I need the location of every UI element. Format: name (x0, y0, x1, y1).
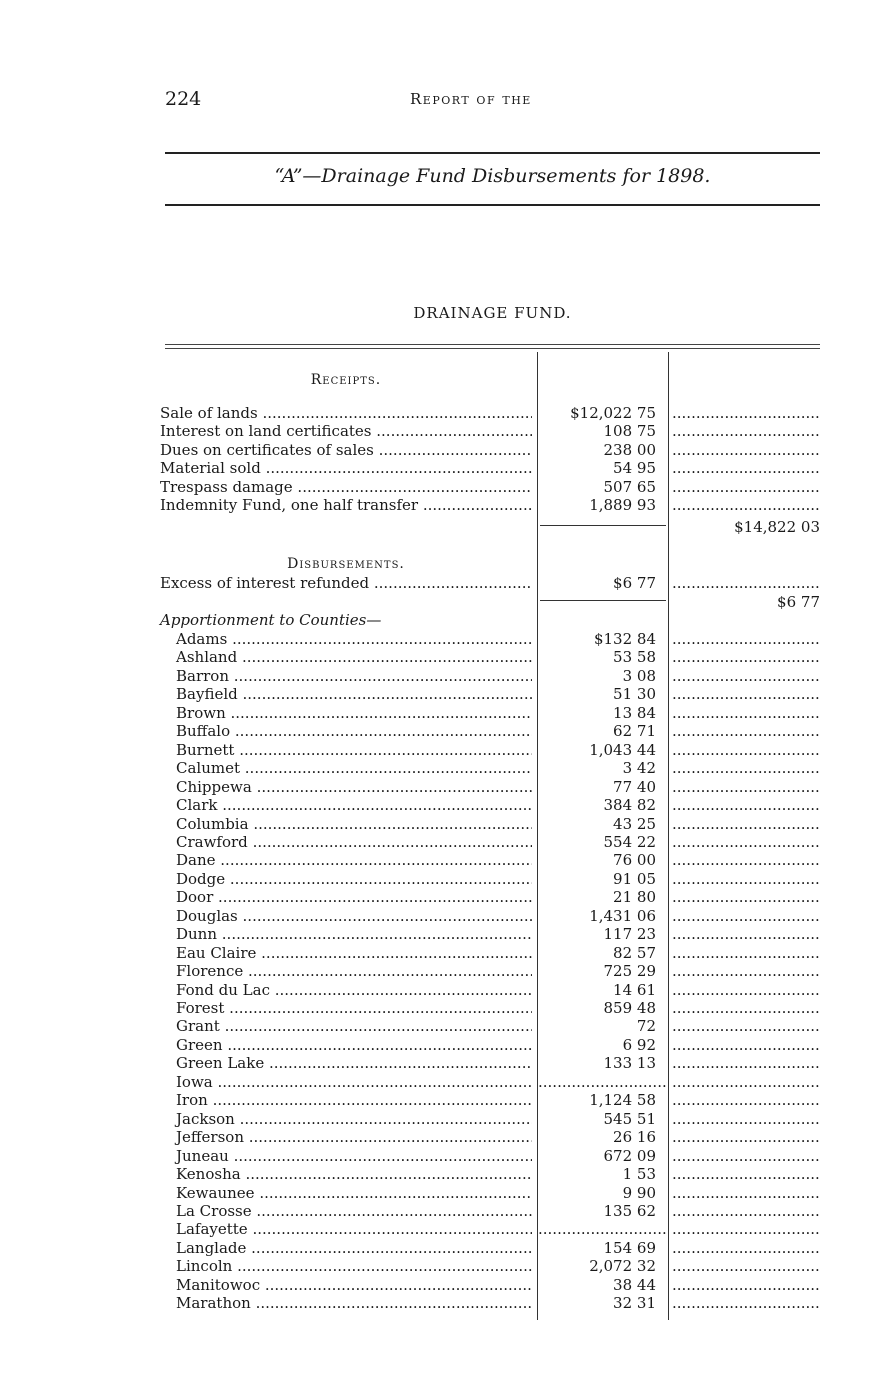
table-row (160, 962, 820, 980)
table-row (160, 630, 820, 648)
total-leader-dots (672, 944, 820, 962)
row-amount: 77 40 (613, 777, 656, 796)
total-leader-dots (672, 962, 820, 980)
table-row (160, 907, 820, 925)
row-label: Lafayette ..... (160, 1220, 532, 1238)
total-leader-dots (672, 667, 820, 685)
disbursements-total-row (160, 593, 820, 611)
table-row (160, 574, 820, 592)
total-leader-dots (672, 685, 820, 703)
table-row (160, 851, 820, 869)
total-leader-dots (672, 1091, 820, 1109)
total-leader-dots (672, 796, 820, 814)
row-label: Crawford ..... (160, 833, 532, 851)
row-label: Door ..... (160, 888, 532, 906)
table-row (160, 459, 820, 477)
row-label: Green ..... (160, 1036, 532, 1054)
row-label: Sale of lands ..... (160, 404, 532, 422)
total-leader-dots (672, 870, 820, 888)
receipts-total: $14,822 03 (734, 518, 820, 536)
row-amount: 6 92 (622, 1035, 656, 1054)
row-label: Eau Claire ..... (160, 944, 532, 962)
row-label: Ashland ..... (160, 648, 532, 666)
amount-leader-dots (538, 1073, 666, 1091)
apportionment-heading: Apportionment to Counties— (160, 611, 382, 629)
row-amount: 859 48 (603, 999, 656, 1017)
row-amount: 384 82 (603, 796, 656, 815)
row-label: Forest ..... (160, 999, 532, 1017)
table-row (160, 1165, 820, 1183)
total-leader-dots (672, 851, 820, 869)
total-leader-dots (672, 981, 820, 999)
total-leader-dots (672, 999, 820, 1017)
table-row (160, 1202, 820, 1220)
table-row (160, 404, 820, 422)
row-label: Calumet ..... (160, 759, 532, 777)
table-row (160, 685, 820, 703)
table-row (160, 778, 820, 796)
table-row (160, 796, 820, 814)
total-leader-dots (672, 422, 820, 440)
table-row (160, 1257, 820, 1275)
row-amount: $132 84 (593, 630, 656, 648)
total-leader-dots (672, 759, 820, 777)
total-leader-dots (672, 630, 820, 648)
total-leader-dots (672, 833, 820, 851)
total-leader-dots (672, 496, 820, 514)
table-top-rule (165, 344, 820, 345)
table-row (160, 704, 820, 722)
row-label: Material sold ..... (160, 459, 532, 477)
row-amount: 2,072 32 (589, 1257, 656, 1276)
row-amount: 725 29 (603, 962, 656, 981)
page-header (165, 88, 820, 118)
row-amount: 135 62 (603, 1201, 656, 1220)
row-label: Langlade ..... (160, 1239, 532, 1257)
table-row (160, 1239, 820, 1257)
row-amount: 13 84 (613, 703, 656, 722)
table-row (160, 478, 820, 496)
row-amount: 3 08 (622, 666, 656, 685)
running-head: Report of the (410, 90, 532, 108)
table-row (160, 1220, 820, 1238)
row-label: Kewaunee ..... (160, 1184, 532, 1202)
row-label: Dane ..... (160, 851, 532, 869)
row-label: Florence ..... (160, 962, 532, 980)
row-amount: 91 05 (613, 869, 656, 888)
table-row (160, 1294, 820, 1312)
row-label: Grant ..... (160, 1017, 532, 1035)
total-leader-dots (672, 1276, 820, 1294)
row-amount: 72 (636, 1017, 656, 1036)
row-amount: 108 75 (603, 422, 656, 441)
total-leader-dots (672, 907, 820, 925)
table-row (160, 944, 820, 962)
row-amount: 82 57 (613, 943, 656, 962)
total-leader-dots (672, 1073, 820, 1091)
row-amount: 26 16 (613, 1128, 656, 1147)
row-label: La Crosse ..... (160, 1202, 532, 1220)
row-label: Clark ..... (160, 796, 532, 814)
total-leader-dots (672, 1036, 820, 1054)
total-leader-dots (672, 888, 820, 906)
table-row (160, 1036, 820, 1054)
table-row (160, 741, 820, 759)
row-amount: 1,431 06 (589, 906, 656, 925)
total-leader-dots (672, 1128, 820, 1146)
row-label: Fond du Lac ..... (160, 981, 532, 999)
row-amount: 21 80 (613, 888, 656, 907)
row-label: Jackson ..... (160, 1110, 532, 1128)
row-label: Jefferson ..... (160, 1128, 532, 1146)
total-leader-dots (672, 459, 820, 477)
table-row (160, 441, 820, 459)
row-amount: 1 53 (622, 1165, 656, 1184)
table-row (160, 833, 820, 851)
table-row (160, 1184, 820, 1202)
table-row (160, 1110, 820, 1128)
row-amount: 672 09 (603, 1146, 656, 1165)
row-label: Dunn ..... (160, 925, 532, 943)
row-label: Dodge ..... (160, 870, 532, 888)
table-row (160, 648, 820, 666)
total-leader-dots (672, 441, 820, 459)
disbursements-heading: Disbursements. (287, 556, 405, 572)
table-row (160, 667, 820, 685)
row-label: Bayfield ..... (160, 685, 532, 703)
total-leader-dots (672, 1257, 820, 1275)
fund-title: DRAINAGE FUND. (413, 304, 572, 322)
total-leader-dots (672, 1017, 820, 1035)
total-leader-dots (672, 1165, 820, 1183)
row-amount: 238 00 (603, 440, 656, 459)
row-amount: 3 42 (622, 759, 656, 778)
row-label: Douglas ..... (160, 907, 532, 925)
row-label: Marathon ..... (160, 1294, 532, 1312)
row-amount: 14 61 (613, 980, 656, 999)
row-label: Buffalo ..... (160, 722, 532, 740)
table-row (160, 759, 820, 777)
total-leader-dots (672, 1220, 820, 1238)
row-label: Iowa ..... (160, 1073, 532, 1091)
row-amount: 117 23 (603, 925, 656, 944)
table-row (160, 1017, 820, 1035)
row-label: Trespass damage ..... (160, 478, 532, 496)
row-label: Dues on certificates of sales ..... (160, 441, 532, 459)
total-leader-dots (672, 1147, 820, 1165)
row-label: Chippewa ..... (160, 778, 532, 796)
page-title: “A”—Drainage Fund Disbursements for 1898. (274, 165, 711, 187)
row-amount: 554 22 (603, 832, 656, 851)
title-bottom-rule (165, 204, 820, 206)
table-row (160, 722, 820, 740)
total-leader-dots (672, 478, 820, 496)
row-label: Barron ..... (160, 667, 532, 685)
row-amount: 54 95 (613, 459, 656, 478)
total-leader-dots (672, 722, 820, 740)
total-leader-dots (672, 778, 820, 796)
row-label: Iron ..... (160, 1091, 532, 1109)
row-label: Excess of interest refunded ..... (160, 574, 532, 592)
row-label: Kenosha ..... (160, 1165, 532, 1183)
total-leader-dots (672, 404, 820, 422)
table-row (160, 1091, 820, 1109)
row-label: Burnett ..... (160, 741, 532, 759)
row-label: Columbia ..... (160, 815, 532, 833)
total-leader-dots (672, 574, 820, 592)
row-amount: 1,124 58 (589, 1091, 656, 1110)
total-leader-dots (672, 1184, 820, 1202)
row-amount: 32 31 (613, 1294, 656, 1313)
row-amount: 1,889 93 (589, 496, 656, 514)
row-amount: 43 25 (613, 814, 656, 833)
row-amount: 545 51 (603, 1109, 656, 1128)
table-row (160, 999, 820, 1017)
table-row (160, 1073, 820, 1091)
row-amount: 76 00 (613, 851, 656, 870)
row-amount: 154 69 (603, 1238, 656, 1257)
table-row (160, 1276, 820, 1294)
table-row (160, 888, 820, 906)
row-amount: 51 30 (613, 685, 656, 704)
row-label: Brown ..... (160, 704, 532, 722)
row-amount: 133 13 (603, 1054, 656, 1073)
table-row (160, 870, 820, 888)
row-label: Juneau ..... (160, 1147, 532, 1165)
total-leader-dots (672, 741, 820, 759)
table-row (160, 422, 820, 440)
total-leader-dots (672, 1202, 820, 1220)
total-leader-dots (672, 704, 820, 722)
row-amount: 38 44 (613, 1275, 656, 1294)
table-row (160, 815, 820, 833)
row-label: Manitowoc ..... (160, 1276, 532, 1294)
amount-leader-dots (538, 1220, 666, 1238)
row-label: Lincoln ..... (160, 1257, 532, 1275)
disbursements-total: $6 77 (777, 593, 820, 611)
row-label: Adams ..... (160, 630, 532, 648)
row-amount: 507 65 (603, 477, 656, 496)
total-leader-dots (672, 1239, 820, 1257)
total-leader-dots (672, 1110, 820, 1128)
row-amount: 9 90 (622, 1183, 656, 1202)
total-leader-dots (672, 648, 820, 666)
table-row (160, 1147, 820, 1165)
table-top-rule-2 (165, 348, 820, 349)
total-leader-dots (672, 815, 820, 833)
table-row (160, 1054, 820, 1072)
row-amount: 53 58 (613, 648, 656, 667)
row-amount: $6 77 (613, 574, 656, 592)
total-leader-dots (672, 1294, 820, 1312)
title-top-rule (165, 152, 820, 154)
total-leader-dots (672, 925, 820, 943)
total-leader-dots (672, 1054, 820, 1072)
row-amount: 1,043 44 (589, 740, 656, 759)
row-label: Green Lake ..... (160, 1054, 532, 1072)
table-row (160, 496, 820, 514)
row-amount: $12,022 75 (570, 404, 656, 422)
table-row (160, 925, 820, 943)
page-number: 224 (165, 88, 202, 110)
row-amount: 62 71 (613, 722, 656, 741)
row-label: Interest on land certificates ..... (160, 422, 532, 440)
table-row (160, 1128, 820, 1146)
row-label: Indemnity Fund, one half transfer ..... (160, 496, 532, 514)
table-row (160, 981, 820, 999)
receipts-heading: Receipts. (310, 372, 382, 388)
receipts-total-row (160, 518, 820, 536)
